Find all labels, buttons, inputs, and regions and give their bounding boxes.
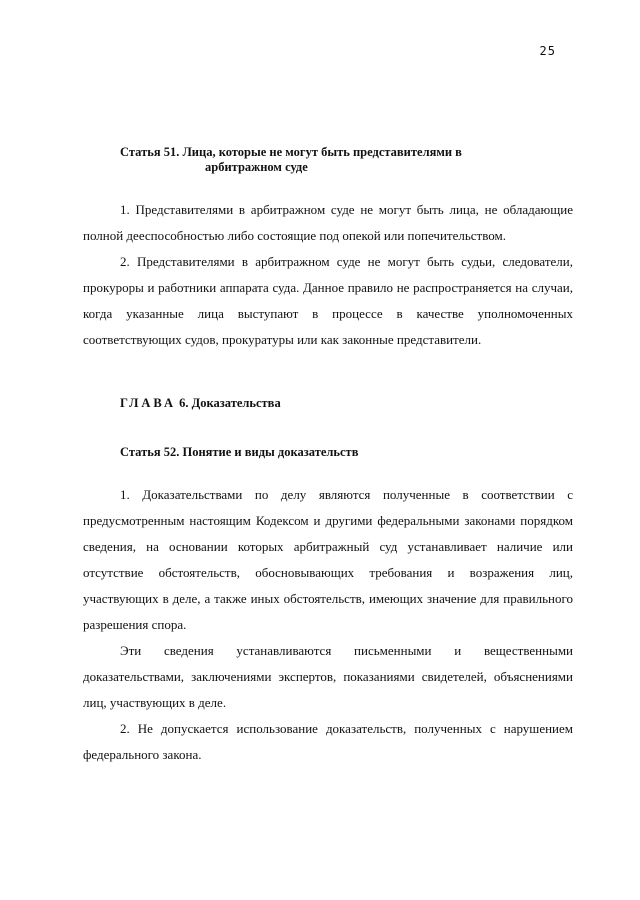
article-51-paragraph-2: 2. Представителями в арбитражном суде не могут быть судьи, следователи, прокуроры и работники аппарата суда. Данное правило не распространяется на случаи, когда указанные лица выступают в процессе в качестве уполномоченных соответствующих судов, прокуратуры или как законные представители.: [83, 254, 573, 347]
article-52-title: Статья 52. Понятие и виды доказательств: [120, 445, 359, 459]
article-52-paragraph-1: 1. Доказательствами по делу являются полученные в соответствии с предусмотренным настоящим Кодексом и другими федеральными законами порядком сведения, на основании которых арбитражный суд устанавливает наличие или отсутствие обстоятельств, обосновывающих требования и возражения лиц, участвующих в деле, а также иных обстоятельств, имеющих значение для правильного разрешения спора.: [83, 487, 573, 632]
article-51-title-line-2: арбитражном суде: [205, 160, 308, 174]
article-51-title: [83, 145, 573, 175]
article-51-paragraph-1: 1. Представителями в арбитражном суде не могут быть лица, не обладающие полной дееспособностью либо состоящие под опекой или попечительством.: [83, 202, 573, 243]
article-51-title-line-1: Статья 51. Лица, которые не могут быть представителями в: [120, 145, 462, 159]
document-body: [83, 145, 573, 768]
article-52-paragraph-3: 2. Не допускается использование доказательств, полученных с нарушением федерального закона.: [83, 721, 573, 762]
chapter-title: 6. Доказательства: [179, 396, 281, 410]
chapter-6-heading: [83, 395, 573, 411]
article-52-paragraph-2: Эти сведения устанавливаются письменными и вещественными доказательствами, заключениями экспертов, показаниями свидетелей, объяснениями лиц, участвующих в деле.: [83, 643, 573, 710]
chapter-word: ГЛАВА: [120, 396, 176, 410]
page-number: 25: [539, 44, 556, 58]
